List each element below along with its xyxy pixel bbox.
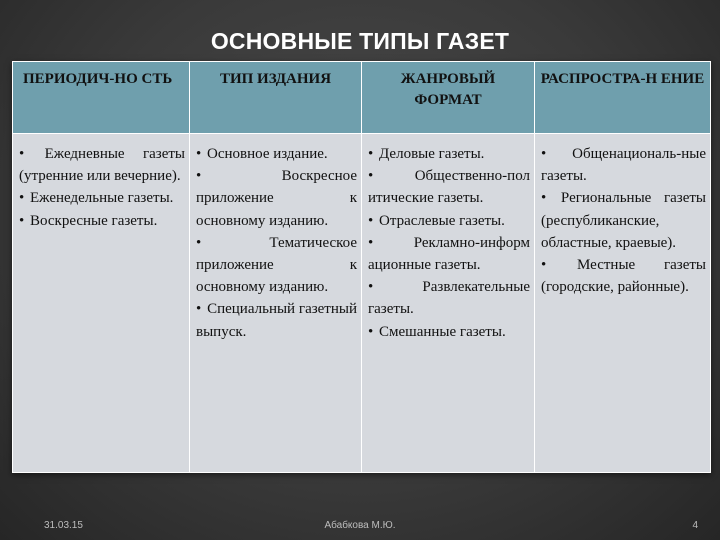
bullet: •	[368, 234, 374, 251]
item-text: Местные газеты (городские, районные).	[541, 257, 706, 296]
list-item	[368, 321, 530, 343]
item-text: Деловые газеты.	[379, 146, 485, 162]
list-item	[368, 210, 530, 232]
bullet: •	[368, 168, 374, 185]
cell-genre-format	[362, 134, 535, 473]
item-text: Смешанные газеты.	[379, 323, 506, 340]
item-text: Специальный газетный выпуск.	[196, 301, 357, 340]
footer-page-number: 4	[692, 520, 698, 531]
bullet: •	[541, 146, 547, 162]
list-item	[196, 165, 357, 232]
item-text: Отраслевые газеты.	[379, 212, 505, 229]
list-item	[368, 232, 530, 276]
item-text: Основное издание.	[207, 146, 328, 162]
item-text: Воскресное приложение к основному изданию.	[196, 168, 357, 229]
item-text: Воскресные газеты.	[30, 212, 158, 229]
list-item	[196, 232, 357, 299]
header-genre-format: ЖАНРОВЫЙ ФОРМАТ	[362, 62, 535, 134]
bullet: •	[368, 323, 374, 340]
item-text: Еженедельные газеты.	[30, 190, 174, 207]
list-item	[196, 143, 357, 165]
bullet: •	[196, 234, 202, 251]
bullet: •	[368, 279, 374, 296]
bullet: •	[196, 168, 202, 185]
list-item	[541, 187, 706, 254]
bullet: •	[368, 146, 374, 162]
list-item	[368, 165, 530, 209]
item-text: Региональные газеты (республиканские, областные, краевые).	[541, 190, 706, 251]
footer-date: 31.03.15	[44, 520, 83, 531]
item-text: Общественно-пол итические газеты.	[368, 168, 530, 207]
bullet: •	[19, 212, 25, 229]
list-item	[19, 210, 185, 232]
slide-title: ОСНОВНЫЕ ТИПЫ ГАЗЕТ	[210, 28, 510, 54]
item-text: Тематическое приложение к основному изданию.	[196, 234, 357, 296]
table-row	[13, 134, 711, 473]
newspaper-types-table	[12, 61, 711, 473]
list-item	[541, 254, 706, 298]
bullet: •	[19, 146, 25, 162]
list-item	[196, 298, 357, 342]
list-item	[368, 276, 530, 320]
list-item	[19, 187, 185, 209]
bullet: •	[196, 146, 202, 162]
list-item	[541, 143, 706, 187]
item-text: Развлекательные газеты.	[368, 279, 530, 318]
header-edition-type: ТИП ИЗДАНИЯ	[190, 62, 362, 134]
footer-author: Абабкова М.Ю.	[324, 520, 396, 531]
cell-edition-type	[190, 134, 362, 473]
bullet: •	[19, 190, 25, 207]
bullet: •	[368, 212, 374, 229]
list-item	[368, 143, 530, 165]
cell-distribution	[535, 134, 711, 473]
bullet: •	[541, 257, 547, 274]
item-text: Ежедневные газеты (утренние или вечерние).	[19, 146, 185, 185]
cell-periodicity	[13, 134, 190, 473]
table-header-row	[13, 62, 711, 134]
header-distribution: РАСПРОСТРА-Н ЕНИЕ	[535, 62, 711, 134]
header-periodicity: ПЕРИОДИЧ-НО СТЬ	[13, 62, 190, 134]
bullet: •	[541, 190, 547, 207]
list-item	[19, 143, 185, 187]
bullet: •	[196, 301, 202, 318]
item-text: Общенациональ-ные газеты.	[541, 146, 706, 185]
item-text: Рекламно-информ ационные газеты.	[368, 234, 530, 274]
